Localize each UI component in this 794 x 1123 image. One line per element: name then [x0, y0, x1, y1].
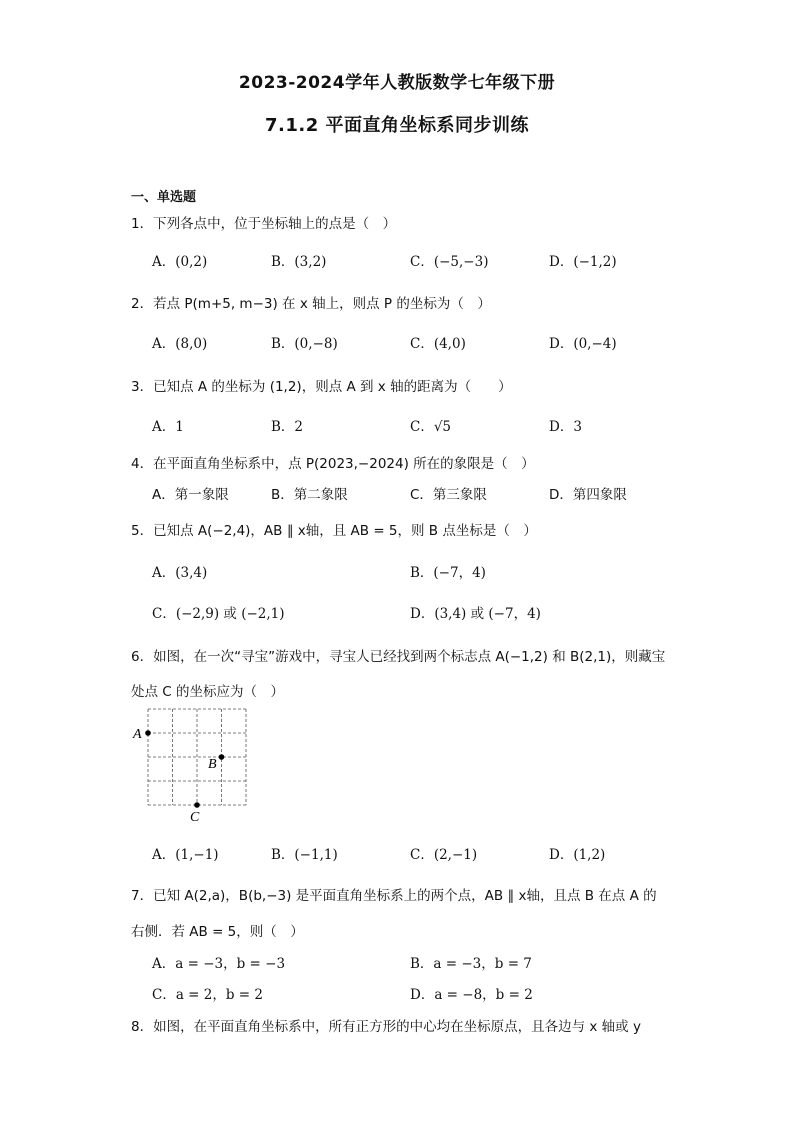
point-c-dot	[194, 802, 200, 808]
question-6-line1: 6．如图，在一次“寻宝”游戏中，寻宝人已经找到两个标志点 A(−1,2) 和 B(2,1)，则藏宝	[131, 649, 666, 665]
question-7-line1: 7．已知 A(2,a)，B(b,−3) 是平面直角坐标系上的两个点，AB ∥ x轴，且点 B 在点 A 的	[131, 888, 657, 904]
point-b-label: B	[208, 757, 217, 772]
question-5: 5．已知点 A(−2,4)，AB ∥ x轴，且 AB = 5，则 B 点坐标是（ ）	[131, 523, 537, 539]
q3-option-d[interactable]: D．3	[549, 419, 582, 435]
q4-option-c[interactable]: C．第三象限	[410, 487, 487, 503]
point-a-dot	[145, 730, 151, 736]
point-b-dot	[219, 754, 225, 760]
question-3: 3．已知点 A 的坐标为 (1,2)，则点 A 到 x 轴的距离为（ ）	[131, 379, 512, 395]
q5-option-b[interactable]: B．(−7，4)	[410, 565, 486, 581]
document-title: 2023-2024学年人教版数学七年级下册	[238, 73, 556, 93]
q7-option-c[interactable]: C．a = 2，b = 2	[152, 987, 263, 1003]
q6-option-c[interactable]: C．(2,−1)	[410, 847, 478, 863]
question-6-line2: 处点 C 的坐标应为（ ）	[131, 684, 285, 700]
q5-option-d[interactable]: D．(3,4) 或 (−7，4)	[410, 606, 541, 622]
question-7-line2: 右侧．若 AB = 5，则（ ）	[131, 924, 304, 940]
q7-option-d[interactable]: D．a = −8，b = 2	[410, 987, 533, 1003]
q2-option-a[interactable]: A．(8,0)	[152, 336, 208, 352]
treasure-grid-figure	[130, 705, 255, 825]
q2-option-d[interactable]: D．(0,−4)	[549, 336, 617, 352]
q1-option-b[interactable]: B．(3,2)	[271, 254, 327, 270]
q5-option-a[interactable]: A．(3,4)	[152, 565, 208, 581]
grid-lines	[148, 709, 246, 805]
q3-option-b[interactable]: B．2	[271, 419, 304, 435]
document-subtitle: 7.1.2 平面直角坐标系同步训练	[264, 115, 529, 136]
point-a-label: A	[133, 727, 142, 742]
q2-option-b[interactable]: B．(0,−8)	[271, 336, 338, 352]
q2-option-c[interactable]: C．(4,0)	[410, 336, 466, 352]
q3-option-a[interactable]: A．1	[152, 419, 184, 435]
q1-option-c[interactable]: C．(−5,−3)	[410, 254, 489, 270]
question-1: 1．下列各点中，位于坐标轴上的点是（ ）	[131, 216, 397, 232]
q1-option-a[interactable]: A．(0,2)	[152, 254, 208, 270]
q4-option-b[interactable]: B．第二象限	[271, 487, 348, 503]
q7-option-a[interactable]: A．a = −3，b = −3	[152, 956, 286, 972]
point-c-label: C	[190, 810, 200, 825]
question-4: 4．在平面直角坐标系中，点 P(2023,−2024) 所在的象限是（ ）	[131, 456, 535, 472]
q4-option-d[interactable]: D．第四象限	[549, 487, 627, 503]
q6-option-b[interactable]: B．(−1,1)	[271, 847, 338, 863]
question-2: 2．若点 P(m+5, m−3) 在 x 轴上，则点 P 的坐标为（ ）	[131, 296, 491, 312]
q5-option-c[interactable]: C．(−2,9) 或 (−2,1)	[152, 606, 285, 622]
q6-option-d[interactable]: D．(1,2)	[549, 847, 606, 863]
q7-option-b[interactable]: B．a = −3，b = 7	[410, 956, 532, 972]
q1-option-d[interactable]: D．(−1,2)	[549, 254, 617, 270]
section-heading: 一、单选题	[131, 190, 197, 205]
question-8: 8．如图，在平面直角坐标系中，所有正方形的中心均在坐标原点，且各边与 x 轴或 y	[131, 1019, 641, 1035]
q3-option-c[interactable]: C．√5	[410, 419, 452, 435]
q4-option-a[interactable]: A．第一象限	[152, 487, 229, 503]
q6-option-a[interactable]: A．(1,−1)	[152, 847, 219, 863]
